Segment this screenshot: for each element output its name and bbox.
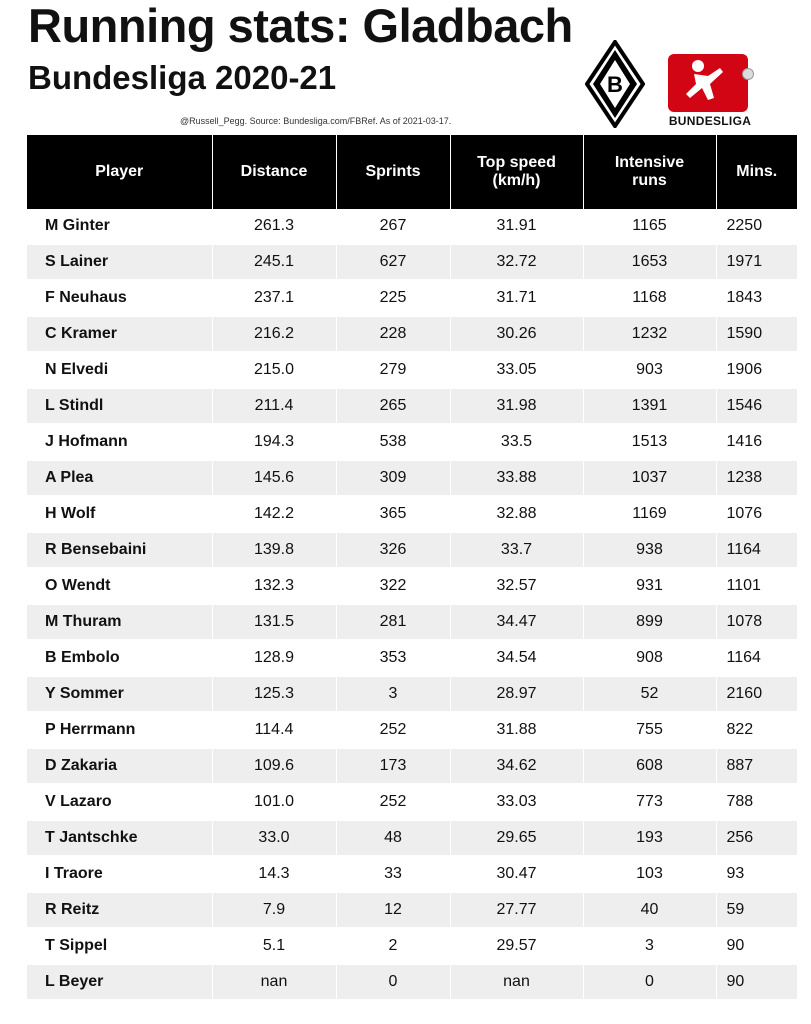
player-name-cell: P Herrmann [27,712,212,748]
stat-cell: 1164 [716,640,797,676]
stat-cell: 309 [336,460,450,496]
column-header: Mins. [716,135,797,209]
table-row [27,424,797,460]
stat-cell: 109.6 [212,748,336,784]
stat-cell: 1590 [716,316,797,352]
column-header: Player [27,135,212,209]
player-name-cell: S Lainer [27,244,212,280]
player-name-cell: J Hofmann [27,424,212,460]
stat-cell: 899 [583,604,716,640]
stat-cell: 0 [583,964,716,1000]
stat-cell: 132.3 [212,568,336,604]
table-row [27,244,797,280]
stat-cell: 131.5 [212,604,336,640]
stat-cell: 1653 [583,244,716,280]
table-row [27,604,797,640]
stat-cell: 90 [716,928,797,964]
page-subtitle: Bundesliga 2020-21 [28,59,337,96]
column-header: Distance [212,135,336,209]
stat-cell: 788 [716,784,797,820]
stat-cell: 267 [336,209,450,244]
stat-cell: nan [450,964,583,1000]
player-name-cell: R Bensebaini [27,532,212,568]
stat-cell: 256 [716,820,797,856]
stat-cell: 93 [716,856,797,892]
stat-cell: 1513 [583,424,716,460]
table-row [27,928,797,964]
stat-cell: 1546 [716,388,797,424]
stat-cell: 1076 [716,496,797,532]
table-row [27,892,797,928]
column-header: Top speed (km/h) [450,135,583,209]
stat-cell: 31.98 [450,388,583,424]
stat-cell: 34.54 [450,640,583,676]
stat-cell: 31.71 [450,280,583,316]
stat-cell: 215.0 [212,352,336,388]
stat-cell: 1906 [716,352,797,388]
stat-cell: 252 [336,784,450,820]
stat-cell: 33.5 [450,424,583,460]
table-row [27,640,797,676]
stat-cell: 33.03 [450,784,583,820]
stat-cell: 2 [336,928,450,964]
player-silhouette-icon [668,54,748,112]
stat-cell: 32.72 [450,244,583,280]
stat-cell: 931 [583,568,716,604]
stat-cell: 48 [336,820,450,856]
club-crest-icon [585,40,645,128]
running-stats-table [27,135,797,1001]
stat-cell: 31.88 [450,712,583,748]
table-row [27,496,797,532]
player-name-cell: T Jantschke [27,820,212,856]
stat-cell: 125.3 [212,676,336,712]
stat-cell: 139.8 [212,532,336,568]
stat-cell: 1238 [716,460,797,496]
player-name-cell: M Thuram [27,604,212,640]
stat-cell: 29.57 [450,928,583,964]
stat-cell: 31.91 [450,209,583,244]
stat-cell: 114.4 [212,712,336,748]
player-name-cell: B Embolo [27,640,212,676]
page-title: Running stats: Gladbach [28,0,573,52]
stat-cell: 101.0 [212,784,336,820]
stat-cell: 1165 [583,209,716,244]
table-row [27,316,797,352]
stat-cell: 1416 [716,424,797,460]
player-name-cell: T Sippel [27,928,212,964]
player-name-cell: V Lazaro [27,784,212,820]
stat-cell: 142.2 [212,496,336,532]
stat-cell: 252 [336,712,450,748]
stat-cell: 33.05 [450,352,583,388]
column-header: Intensive runs [583,135,716,209]
stat-cell: 1971 [716,244,797,280]
stat-cell: 52 [583,676,716,712]
player-name-cell: C Kramer [27,316,212,352]
table-header-row [27,135,797,209]
stat-cell: 32.57 [450,568,583,604]
stat-cell: 1169 [583,496,716,532]
stat-cell: 12 [336,892,450,928]
stat-cell: 34.47 [450,604,583,640]
stat-cell: 755 [583,712,716,748]
table-row [27,460,797,496]
stat-cell: 145.6 [212,460,336,496]
table-row [27,856,797,892]
table-row [27,964,797,1000]
stat-cell: nan [212,964,336,1000]
table-row [27,352,797,388]
stat-cell: 103 [583,856,716,892]
player-name-cell: Y Sommer [27,676,212,712]
stat-cell: 128.9 [212,640,336,676]
league-logo-text: BUNDESLIGA [668,114,752,128]
stat-cell: 2250 [716,209,797,244]
table-row [27,209,797,244]
table-row [27,712,797,748]
stat-cell: 3 [336,676,450,712]
stat-cell: 30.47 [450,856,583,892]
table-row [27,784,797,820]
source-credit: @Russell_Pegg. Source: Bundesliga.com/FBRef. As of 2021-03-17. [180,116,452,126]
player-name-cell: D Zakaria [27,748,212,784]
stat-cell: 33.7 [450,532,583,568]
stat-cell: 7.9 [212,892,336,928]
table-row [27,748,797,784]
stat-cell: 1232 [583,316,716,352]
stat-cell: 1078 [716,604,797,640]
stat-cell: 193 [583,820,716,856]
stat-cell: 1164 [716,532,797,568]
league-logo-badge [668,54,748,112]
stat-cell: 326 [336,532,450,568]
stat-cell: 261.3 [212,209,336,244]
stat-cell: 30.26 [450,316,583,352]
stat-cell: 194.3 [212,424,336,460]
stat-cell: 14.3 [212,856,336,892]
stat-cell: 33.0 [212,820,336,856]
stat-cell: 245.1 [212,244,336,280]
stat-cell: 353 [336,640,450,676]
ball-icon [742,68,754,80]
table-body [27,209,797,1000]
stat-cell: 90 [716,964,797,1000]
stat-cell: 1843 [716,280,797,316]
stat-cell: 322 [336,568,450,604]
player-name-cell: I Traore [27,856,212,892]
table-row [27,388,797,424]
stat-cell: 0 [336,964,450,1000]
stat-cell: 887 [716,748,797,784]
player-name-cell: A Plea [27,460,212,496]
league-logo [664,54,756,130]
stat-cell: 903 [583,352,716,388]
player-name-cell: R Reitz [27,892,212,928]
stat-cell: 173 [336,748,450,784]
stat-cell: 938 [583,532,716,568]
stat-cell: 908 [583,640,716,676]
stat-cell: 33 [336,856,450,892]
stat-cell: 1101 [716,568,797,604]
stat-cell: 2160 [716,676,797,712]
stat-cell: 538 [336,424,450,460]
stat-cell: 40 [583,892,716,928]
stat-cell: 59 [716,892,797,928]
stat-cell: 33.88 [450,460,583,496]
stat-cell: 1168 [583,280,716,316]
table-row [27,676,797,712]
player-name-cell: F Neuhaus [27,280,212,316]
table-row [27,568,797,604]
stat-cell: 216.2 [212,316,336,352]
stat-cell: 237.1 [212,280,336,316]
player-name-cell: L Beyer [27,964,212,1000]
stat-cell: 279 [336,352,450,388]
stat-cell: 1037 [583,460,716,496]
stat-cell: 1391 [583,388,716,424]
svg-text:B: B [607,72,623,97]
table-row [27,280,797,316]
stat-cell: 29.65 [450,820,583,856]
stat-cell: 5.1 [212,928,336,964]
stat-cell: 822 [716,712,797,748]
stat-cell: 265 [336,388,450,424]
stat-cell: 608 [583,748,716,784]
stat-cell: 27.77 [450,892,583,928]
stat-cell: 773 [583,784,716,820]
player-name-cell: H Wolf [27,496,212,532]
stat-cell: 225 [336,280,450,316]
stat-cell: 34.62 [450,748,583,784]
stat-cell: 365 [336,496,450,532]
stat-cell: 211.4 [212,388,336,424]
stat-cell: 627 [336,244,450,280]
stat-cell: 28.97 [450,676,583,712]
column-header: Sprints [336,135,450,209]
stat-cell: 32.88 [450,496,583,532]
stat-cell: 3 [583,928,716,964]
player-name-cell: L Stindl [27,388,212,424]
player-name-cell: O Wendt [27,568,212,604]
player-name-cell: N Elvedi [27,352,212,388]
stat-cell: 281 [336,604,450,640]
table-row [27,532,797,568]
stat-cell: 228 [336,316,450,352]
player-name-cell: M Ginter [27,209,212,244]
table-row [27,820,797,856]
